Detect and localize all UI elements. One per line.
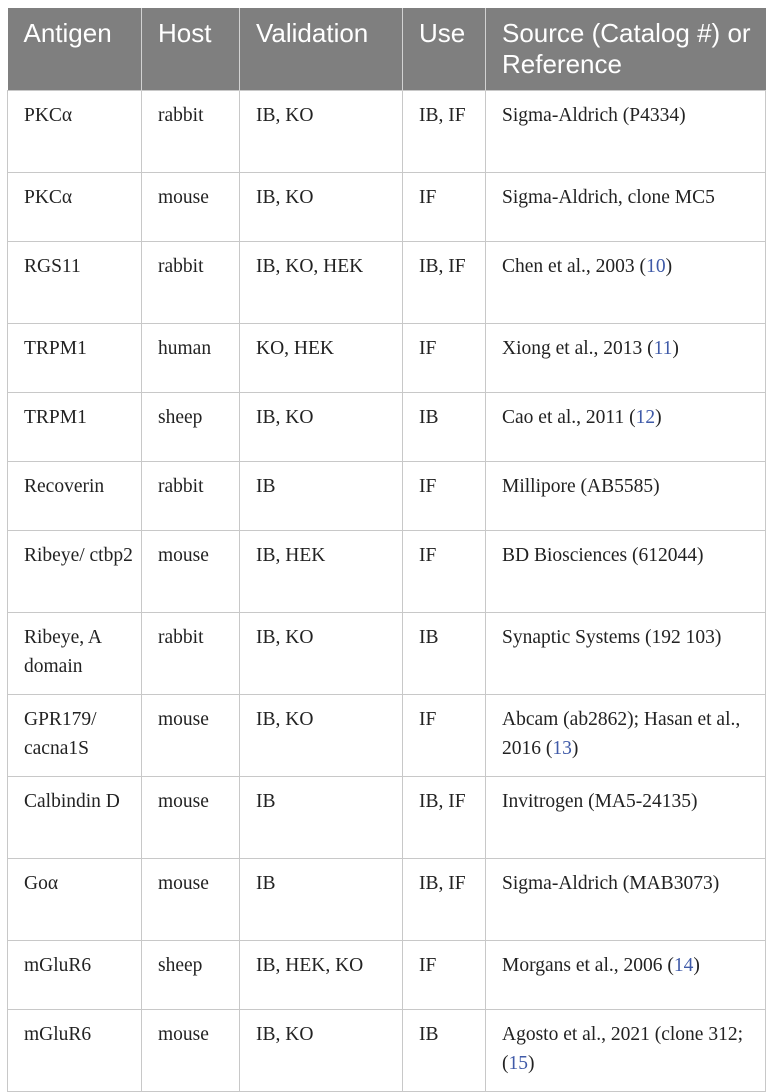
cell-host: rabbit <box>142 462 240 531</box>
cell-host: mouse <box>142 777 240 859</box>
source-text: Sigma-Aldrich, clone MC5 <box>502 187 715 208</box>
cell-use: IF <box>403 173 486 242</box>
cell-antigen: PKCα <box>8 91 142 173</box>
table-row <box>8 242 766 324</box>
cell-validation: IB, KO <box>240 695 403 777</box>
cell-source <box>486 941 766 1010</box>
cell-validation: IB <box>240 462 403 531</box>
cell-validation: IB <box>240 777 403 859</box>
cell-antigen: TRPM1 <box>8 324 142 393</box>
header-host: Host <box>142 8 240 91</box>
reference-link[interactable]: 13 <box>552 738 572 759</box>
cell-antigen: mGluR6 <box>8 941 142 1010</box>
cell-antigen: Ribeye, A domain <box>8 613 142 695</box>
table-row <box>8 531 766 613</box>
header-validation: Validation <box>240 8 403 91</box>
table-row <box>8 173 766 242</box>
cell-validation: IB, HEK, KO <box>240 941 403 1010</box>
cell-host: mouse <box>142 695 240 777</box>
cell-validation: IB, KO, HEK <box>240 242 403 324</box>
source-text: Sigma-Aldrich (P4334) <box>502 105 686 126</box>
header-row <box>8 8 766 91</box>
cell-source <box>486 859 766 941</box>
cell-host: sheep <box>142 393 240 462</box>
cell-use: IB <box>403 393 486 462</box>
cell-use: IF <box>403 941 486 1010</box>
source-text-end: ) <box>571 738 579 759</box>
cell-host: mouse <box>142 1010 240 1092</box>
table-row <box>8 941 766 1010</box>
cell-source <box>486 777 766 859</box>
cell-antigen: RGS11 <box>8 242 142 324</box>
cell-antigen: mGluR6 <box>8 1010 142 1092</box>
cell-use: IF <box>403 695 486 777</box>
cell-use: IB, IF <box>403 859 486 941</box>
cell-antigen: PKCα <box>8 173 142 242</box>
antibody-table <box>7 8 766 1092</box>
table-body <box>8 91 766 1092</box>
source-text: Cao et al., 2011 ( <box>502 407 636 428</box>
source-text: Invitrogen (MA5-24135) <box>502 791 698 812</box>
cell-host: rabbit <box>142 613 240 695</box>
source-text-end: ) <box>693 955 700 976</box>
cell-use: IB <box>403 1010 486 1092</box>
source-text: BD Biosciences (612044) <box>502 545 704 566</box>
source-text: Agosto et al., 2021 (clone 312; ( <box>502 1024 743 1074</box>
cell-use: IB, IF <box>403 777 486 859</box>
cell-use: IB <box>403 613 486 695</box>
header-antigen: Antigen <box>8 8 142 91</box>
reference-link[interactable]: 12 <box>635 407 656 428</box>
cell-host: mouse <box>142 859 240 941</box>
cell-antigen: Ribeye/ ctbp2 <box>8 531 142 613</box>
cell-source <box>486 242 766 324</box>
cell-host: mouse <box>142 173 240 242</box>
reference-link[interactable]: 15 <box>508 1053 528 1074</box>
cell-use: IF <box>403 531 486 613</box>
cell-source <box>486 695 766 777</box>
cell-use: IB, IF <box>403 91 486 173</box>
cell-antigen: TRPM1 <box>8 393 142 462</box>
source-text-end: ) <box>665 256 673 277</box>
source-text-end: ) <box>672 338 679 359</box>
source-text: Millipore (AB5585) <box>502 476 660 497</box>
cell-validation: IB, HEK <box>240 531 403 613</box>
cell-use: IB, IF <box>403 242 486 324</box>
cell-host: rabbit <box>142 242 240 324</box>
cell-source <box>486 173 766 242</box>
cell-source <box>486 1010 766 1092</box>
cell-antigen: Goα <box>8 859 142 941</box>
cell-validation: IB, KO <box>240 613 403 695</box>
cell-validation: IB, KO <box>240 173 403 242</box>
reference-link[interactable]: 10 <box>646 256 666 277</box>
source-text: Chen et al., 2003 ( <box>502 256 647 277</box>
source-text: Xiong et al., 2013 ( <box>502 338 654 359</box>
cell-antigen: GPR179/ cacna1S <box>8 695 142 777</box>
cell-source <box>486 613 766 695</box>
table-row <box>8 462 766 531</box>
cell-use: IF <box>403 462 486 531</box>
header-source: Source (Catalog #) or Reference <box>486 8 766 91</box>
cell-source <box>486 531 766 613</box>
table-row <box>8 91 766 173</box>
reference-link[interactable]: 11 <box>653 338 673 359</box>
cell-antigen: Recoverin <box>8 462 142 531</box>
source-text-end: ) <box>655 407 662 428</box>
cell-validation: IB, KO <box>240 1010 403 1092</box>
cell-host: rabbit <box>142 91 240 173</box>
cell-validation: KO, HEK <box>240 324 403 393</box>
cell-source <box>486 91 766 173</box>
source-text: Synaptic Systems (192 103) <box>502 627 722 648</box>
cell-use: IF <box>403 324 486 393</box>
cell-host: human <box>142 324 240 393</box>
cell-validation: IB, KO <box>240 91 403 173</box>
source-text: Morgans et al., 2006 ( <box>502 955 674 976</box>
table-row <box>8 1010 766 1092</box>
table-header <box>8 8 766 91</box>
source-text: Abcam (ab2862); Hasan et al., 2016 ( <box>502 709 741 759</box>
source-text: Sigma-Aldrich (MAB3073) <box>502 873 720 894</box>
table-row <box>8 393 766 462</box>
cell-validation: IB, KO <box>240 393 403 462</box>
table-row <box>8 859 766 941</box>
reference-link[interactable]: 14 <box>673 955 694 976</box>
cell-host: mouse <box>142 531 240 613</box>
cell-source <box>486 393 766 462</box>
table-row <box>8 777 766 859</box>
table-row <box>8 695 766 777</box>
cell-validation: IB <box>240 859 403 941</box>
cell-antigen: Calbindin D <box>8 777 142 859</box>
header-use: Use <box>403 8 486 91</box>
table-row <box>8 613 766 695</box>
source-text-end: ) <box>528 1053 535 1074</box>
cell-source <box>486 324 766 393</box>
table-row <box>8 324 766 393</box>
cell-host: sheep <box>142 941 240 1010</box>
cell-source <box>486 462 766 531</box>
